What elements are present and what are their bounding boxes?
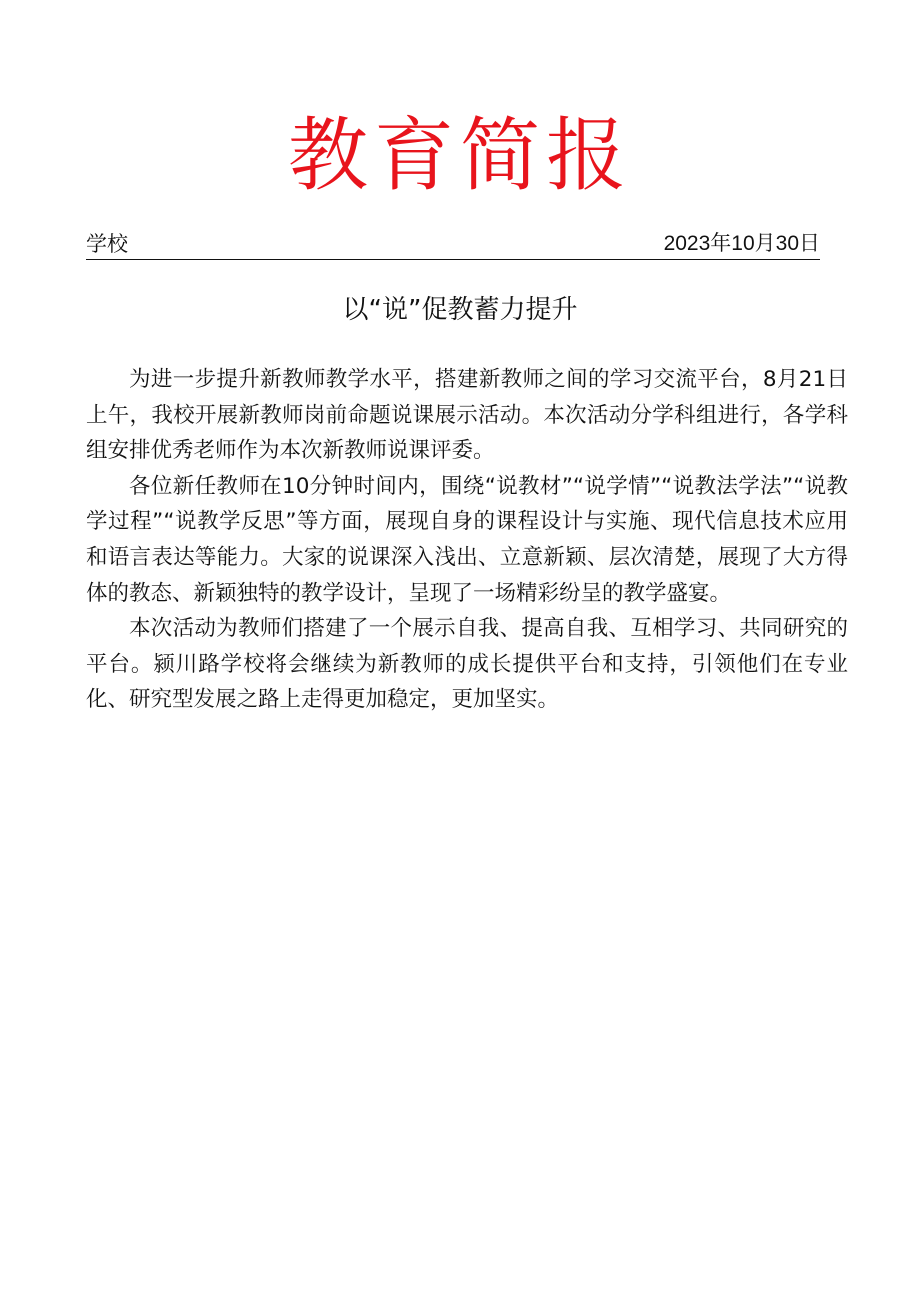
newsletter-masthead: 教育简报: [288, 109, 632, 202]
article-headline: 以“说”促教蓄力提升: [342, 295, 578, 325]
article-body: [86, 362, 848, 718]
article-paragraph: 为进一步提升新教师教学水平，搭建新教师之间的学习交流平台，8月21日上午，我校开展新教师岗前命题说课展示活动。本次活动分学科组进行，各学科组安排优秀老师作为本次新教师说课评委。: [86, 367, 848, 464]
issue-date: 2023年10月30日: [663, 232, 820, 255]
school-label: 学校: [86, 232, 128, 256]
article-paragraph: 本次活动为教师们搭建了一个展示自我、提高自我、互相学习、共同研究的平台。颍川路学校将会继续为新教师的成长提供平台和支持，引领他们在专业化、研究型发展之路上走得更加稳定，更加坚实。: [86, 616, 848, 713]
issue-info-line: [86, 229, 820, 260]
article-paragraph: 各位新任教师在10分钟时间内，围绕“说教材”“说学情”“说教法学法”“说教学过程”“说教学反思”等方面，展现自身的课程设计与实施、现代信息技术应用和语言表达等能力。大家的说课深入浅出、立意新颖、层次清楚，展现了大方得体的教态、新颖独特的教学设计，呈现了一场精彩纷呈的教学盛宴。: [86, 473, 848, 606]
